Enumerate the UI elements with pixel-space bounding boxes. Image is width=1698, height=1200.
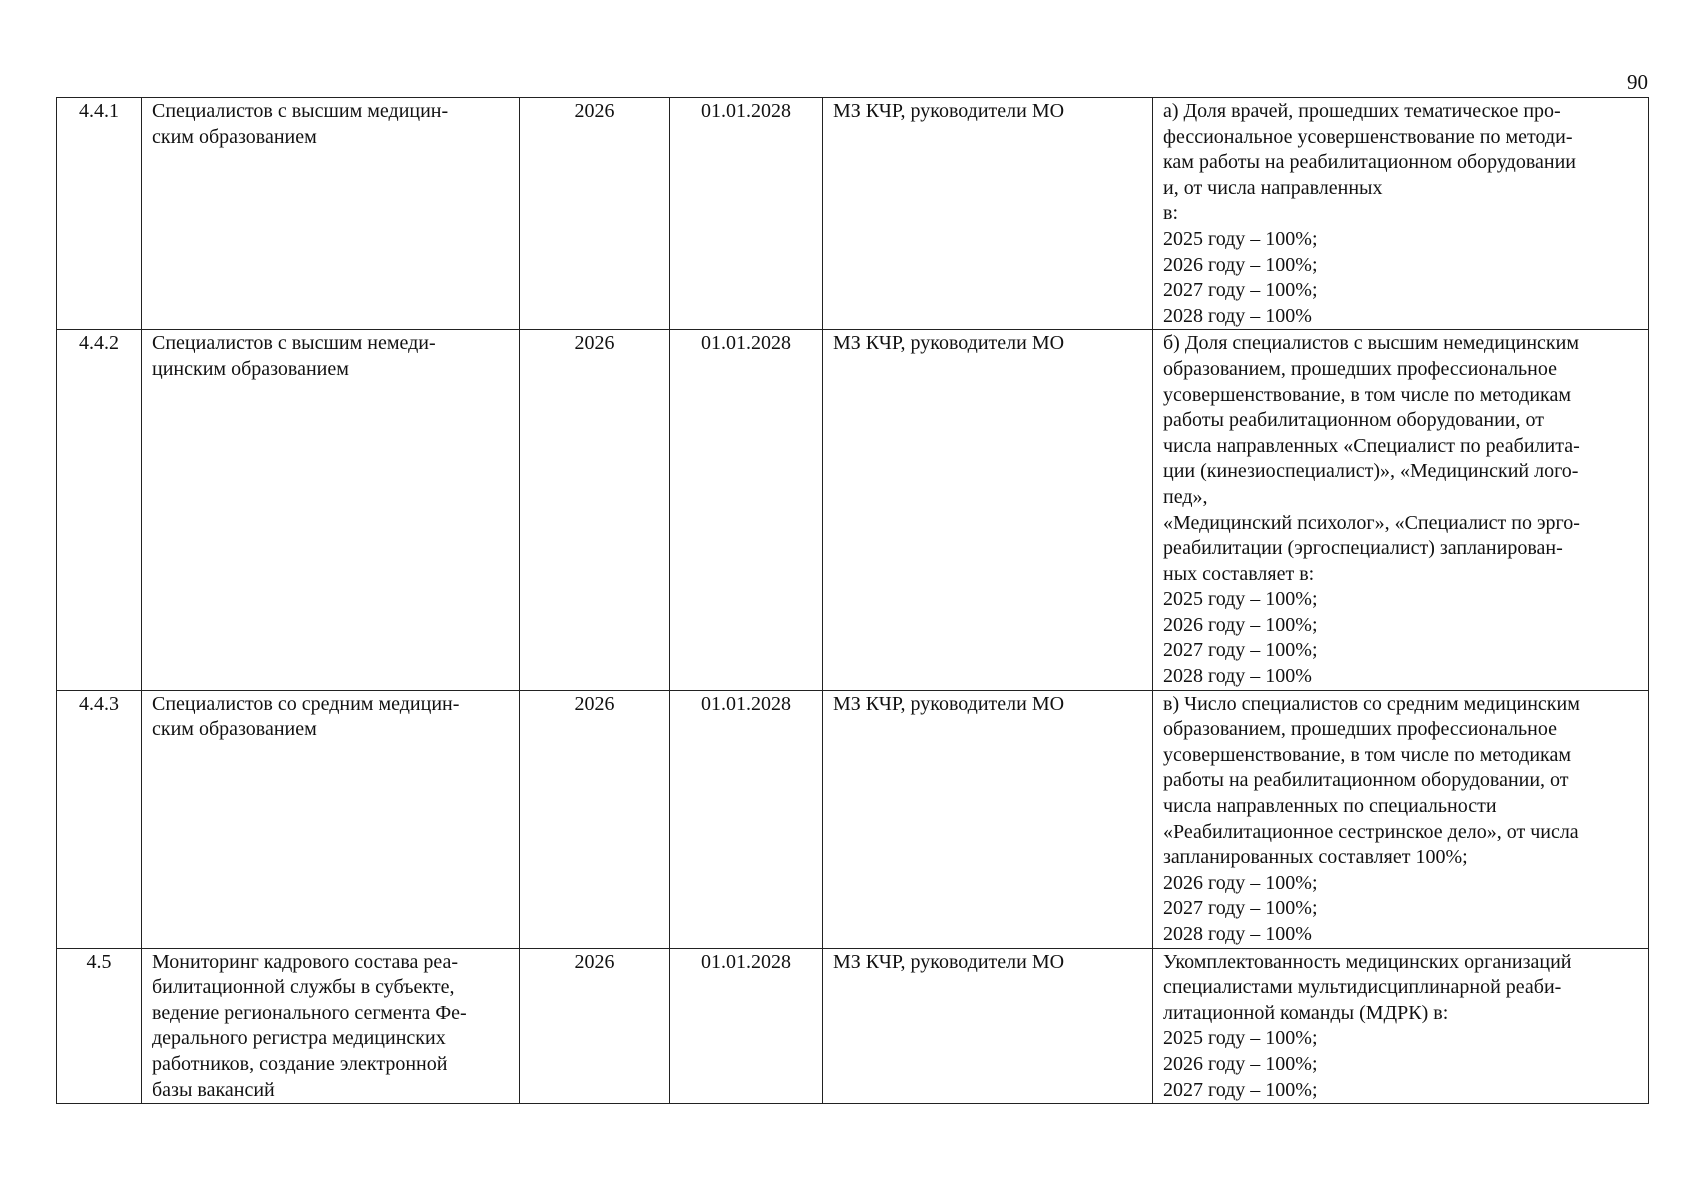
indicator-line: специалистами мультидисциплинарной реаби- [1163,976,1562,999]
indicator-line: усовершенствование, в том числе по методикам [1163,743,1571,766]
indicator-line: «Реабилитационное сестринское дело», от числа [1163,820,1579,843]
activity-name-cell [142,690,520,948]
indicator-line: 2027 году – 100%; [1163,279,1318,302]
indicator-line: числа направленных «Специалист по реабилита- [1163,434,1580,457]
item-number-cell: 4.4.3 [57,690,142,948]
activity-name-line: Специалистов со средним медицин- [152,692,460,715]
responsible-cell: МЗ КЧР, руководители МО [823,330,1153,690]
indicator-cell [1153,330,1649,690]
indicator-cell [1153,690,1649,948]
activity-name-cell [142,330,520,690]
indicator-cell [1153,948,1649,1104]
indicator-line: фессиональное усовершенствование по методи- [1163,125,1573,148]
indicator-line: б) Доля специалистов с высшим немедицинским [1163,332,1579,355]
activity-name-line: ведение регионального сегмента Фе- [152,1001,467,1024]
start-year-cell: 2026 [520,330,670,690]
responsible-cell: МЗ КЧР, руководители МО [823,98,1153,330]
indicator-line: кам работы на реабилитационном оборудовании [1163,151,1576,174]
indicator-line: 2025 году – 100%; [1163,588,1318,611]
indicator-line: а) Доля врачей, прошедших тематическое про- [1163,100,1561,122]
activity-name-line: цинским образованием [152,357,349,380]
activity-name-line: базы вакансий [152,1078,275,1101]
indicator-line: Укомплектованность медицинских организаций [1163,950,1572,973]
indicator-cell [1153,98,1649,330]
indicator-line: литационной команды (МДРК) в: [1163,1001,1449,1024]
activity-name-line: Специалистов с высшим немеди- [152,332,436,355]
indicator-line: пед», [1163,485,1208,508]
end-date-cell: 01.01.2028 [670,948,823,1104]
indicator-line: «Медицинский психолог», «Специалист по эрго- [1163,511,1580,534]
indicator-line: 2025 году – 100%; [1163,1027,1318,1050]
indicator-line: числа направленных по специальности [1163,795,1497,818]
indicator-line: работы на реабилитационном оборудовании, от [1163,769,1569,792]
indicator-line: в: [1163,202,1178,225]
indicator-line: усовершенствование, в том числе по методикам [1163,383,1571,406]
indicator-line: 2027 году – 100%; [1163,1078,1318,1101]
page-number: 90 [1627,70,1648,94]
indicator-line: 2026 году – 100%; [1163,253,1318,276]
indicator-line: 2028 году – 100% [1163,923,1312,945]
indicator-line: 2026 году – 100%; [1163,1052,1318,1075]
start-year-cell: 2026 [520,98,670,330]
responsible-cell: МЗ КЧР, руководители МО [823,690,1153,948]
indicator-line: 2028 году – 100% [1163,304,1312,327]
end-date-cell: 01.01.2028 [670,690,823,948]
table-body [57,98,1649,1104]
end-date-cell: 01.01.2028 [670,98,823,330]
indicator-line: образованием, прошедших профессиональное [1163,357,1558,380]
indicator-line: образованием, прошедших профессиональное [1163,718,1558,741]
start-year-cell: 2026 [520,690,670,948]
indicator-line: и, от числа направленных [1163,176,1383,199]
indicator-line: работы реабилитационном оборудовании, от [1163,409,1544,432]
activity-name-line: ским образованием [152,718,317,741]
indicator-line: реабилитации (эргоспециалист) запланирован- [1163,537,1563,560]
activity-name-line: билитационной службы в субъекте, [152,976,455,999]
start-year-cell: 2026 [520,948,670,1104]
indicator-line: 2025 году – 100%; [1163,227,1318,250]
indicator-line: 2026 году – 100%; [1163,613,1318,636]
item-number-cell: 4.4.1 [57,98,142,330]
table-row [57,330,1649,690]
end-date-cell: 01.01.2028 [670,330,823,690]
item-number-cell: 4.4.2 [57,330,142,690]
indicator-line: ции (кинезиоспециалист)», «Медицинский лого- [1163,460,1579,483]
activity-name-line: дерального регистра медицинских [152,1027,446,1050]
indicator-line: в) Число специалистов со средним медицинским [1163,692,1580,715]
indicator-line: запланированных составляет 100%; [1163,846,1468,869]
item-number-cell: 4.5 [57,948,142,1104]
indicator-line: 2027 году – 100%; [1163,897,1318,920]
activity-name-line: ским образованием [152,125,317,148]
activity-name-cell [142,98,520,330]
indicator-line: 2026 году – 100%; [1163,871,1318,894]
activity-name-line: работников, создание электронной [152,1052,448,1075]
table-row [57,948,1649,1104]
responsible-cell: МЗ КЧР, руководители МО [823,948,1153,1104]
table-row [57,690,1649,948]
indicator-line: 2028 году – 100% [1163,665,1312,688]
activity-plan-table [56,97,1649,1104]
activity-name-line: Специалистов с высшим медицин- [152,100,449,122]
activity-name-cell [142,948,520,1104]
table-row [57,98,1649,330]
indicator-line: 2027 году – 100%; [1163,639,1318,662]
activity-name-line: Мониторинг кадрового состава реа- [152,950,459,973]
indicator-line: ных составляет в: [1163,562,1315,585]
